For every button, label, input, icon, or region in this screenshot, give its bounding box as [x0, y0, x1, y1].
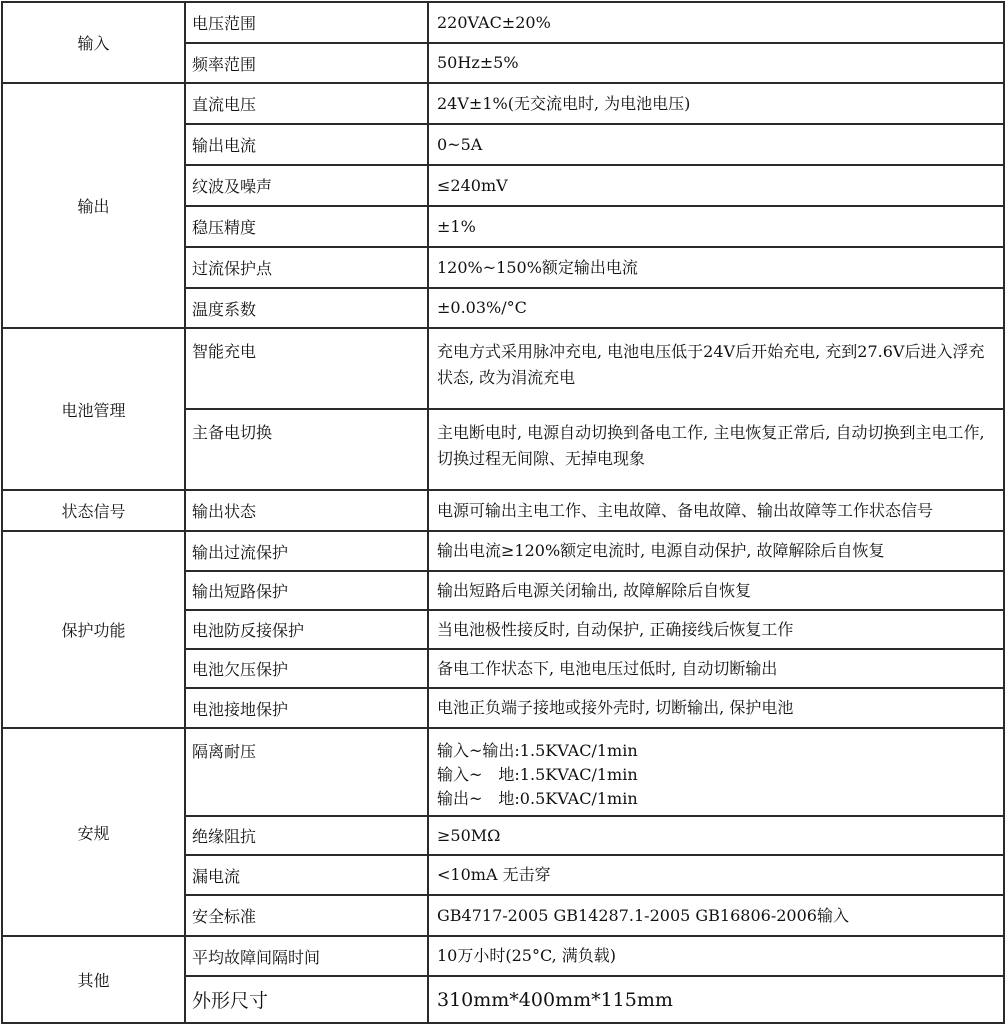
value-mtbf: 10万小时(25°C, 满负载): [428, 936, 1004, 976]
item-battery-undervoltage-protection: 电池欠压保护: [185, 649, 428, 688]
item-temperature-coefficient: 温度系数: [185, 288, 428, 328]
category-battery: 电池管理: [2, 328, 185, 490]
item-battery-ground-protection: 电池接地保护: [185, 688, 428, 728]
category-input: 输入: [2, 2, 185, 83]
value-ripple-noise: ≤240mV: [428, 165, 1004, 206]
value-smart-charging: [428, 328, 1004, 409]
value-output-overcurrent-protection: 输出电流≥120%额定电流时, 电源自动保护, 故障解除后自恢复: [428, 531, 1004, 571]
value-output-current: 0~5A: [428, 124, 1004, 165]
item-smart-charging: 智能充电: [185, 328, 428, 409]
table-row: [2, 328, 1004, 409]
category-output: 输出: [2, 83, 185, 328]
table-row: [2, 83, 1004, 124]
category-status: 状态信号: [2, 490, 185, 531]
value-insulation-impedance: ≥50MΩ: [428, 816, 1004, 855]
table-row: [2, 728, 1004, 816]
item-main-backup-switch: 主备电切换: [185, 409, 428, 490]
value-output-short-circuit-protection: 输出短路后电源关闭输出, 故障解除后自恢复: [428, 571, 1004, 610]
category-protection: 保护功能: [2, 531, 185, 728]
value-temperature-coefficient: ±0.03%/°C: [428, 288, 1004, 328]
value-dimensions: 310mm*400mm*115mm: [428, 976, 1004, 1023]
item-output-status: 输出状态: [185, 490, 428, 531]
item-mtbf: 平均故障间隔时间: [185, 936, 428, 976]
item-battery-reverse-protection: 电池防反接保护: [185, 610, 428, 649]
value-smart-charging-text: 充电方式采用脉冲充电, 电池电压低于24V后开始充电, 充到27.6V后进入浮充状态, 改为涓流充电: [437, 342, 985, 387]
isolation-line-1: 输入~输出:1.5KVAC/1min: [437, 741, 638, 760]
item-isolation-withstand: 隔离耐压: [185, 728, 428, 816]
item-regulation-accuracy: 稳压精度: [185, 206, 428, 247]
value-battery-reverse-protection: 当电池极性接反时, 自动保护, 正确接线后恢复工作: [428, 610, 1004, 649]
value-leakage-current: <10mA 无击穿: [428, 855, 1004, 895]
table-row: [2, 2, 1004, 43]
category-safety: 安规: [2, 728, 185, 936]
item-leakage-current: 漏电流: [185, 855, 428, 895]
value-isolation-withstand: [428, 728, 1004, 816]
value-voltage-range: 220VAC±20%: [428, 2, 1004, 43]
isolation-line-2: 输入~ 地:1.5KVAC/1min: [437, 765, 638, 784]
item-frequency-range: 频率范围: [185, 43, 428, 83]
item-dc-voltage: 直流电压: [185, 83, 428, 124]
value-dc-voltage: 24V±1%(无交流电时, 为电池电压): [428, 83, 1004, 124]
category-other: 其他: [2, 936, 185, 1023]
value-overcurrent-point: 120%~150%额定输出电流: [428, 247, 1004, 288]
isolation-line-3: 输出~ 地:0.5KVAC/1min: [437, 789, 638, 808]
value-battery-undervoltage-protection: 备电工作状态下, 电池电压过低时, 自动切断输出: [428, 649, 1004, 688]
value-main-backup-switch: [428, 409, 1004, 490]
table-row: [2, 531, 1004, 571]
item-overcurrent-point: 过流保护点: [185, 247, 428, 288]
item-output-current: 输出电流: [185, 124, 428, 165]
item-voltage-range: 电压范围: [185, 2, 428, 43]
table-row: [2, 936, 1004, 976]
value-output-status: 电源可输出主电工作、主电故障、备电故障、输出故障等工作状态信号: [428, 490, 1004, 531]
value-battery-ground-protection: 电池正负端子接地或接外壳时, 切断输出, 保护电池: [428, 688, 1004, 728]
table-row: [2, 490, 1004, 531]
value-safety-standard: GB4717-2005 GB14287.1-2005 GB16806-2006输入: [428, 895, 1004, 936]
item-output-overcurrent-protection: 输出过流保护: [185, 531, 428, 571]
item-insulation-impedance: 绝缘阻抗: [185, 816, 428, 855]
value-main-backup-switch-text: 主电断电时, 电源自动切换到备电工作, 主电恢复正常后, 自动切换到主电工作, 切换过程无间隙、无掉电现象: [437, 423, 985, 468]
specification-table: [1, 1, 1005, 1024]
item-output-short-circuit-protection: 输出短路保护: [185, 571, 428, 610]
value-frequency-range: 50Hz±5%: [428, 43, 1004, 83]
item-safety-standard: 安全标准: [185, 895, 428, 936]
value-regulation-accuracy: ±1%: [428, 206, 1004, 247]
item-ripple-noise: 纹波及噪声: [185, 165, 428, 206]
item-dimensions: 外形尺寸: [185, 976, 428, 1023]
